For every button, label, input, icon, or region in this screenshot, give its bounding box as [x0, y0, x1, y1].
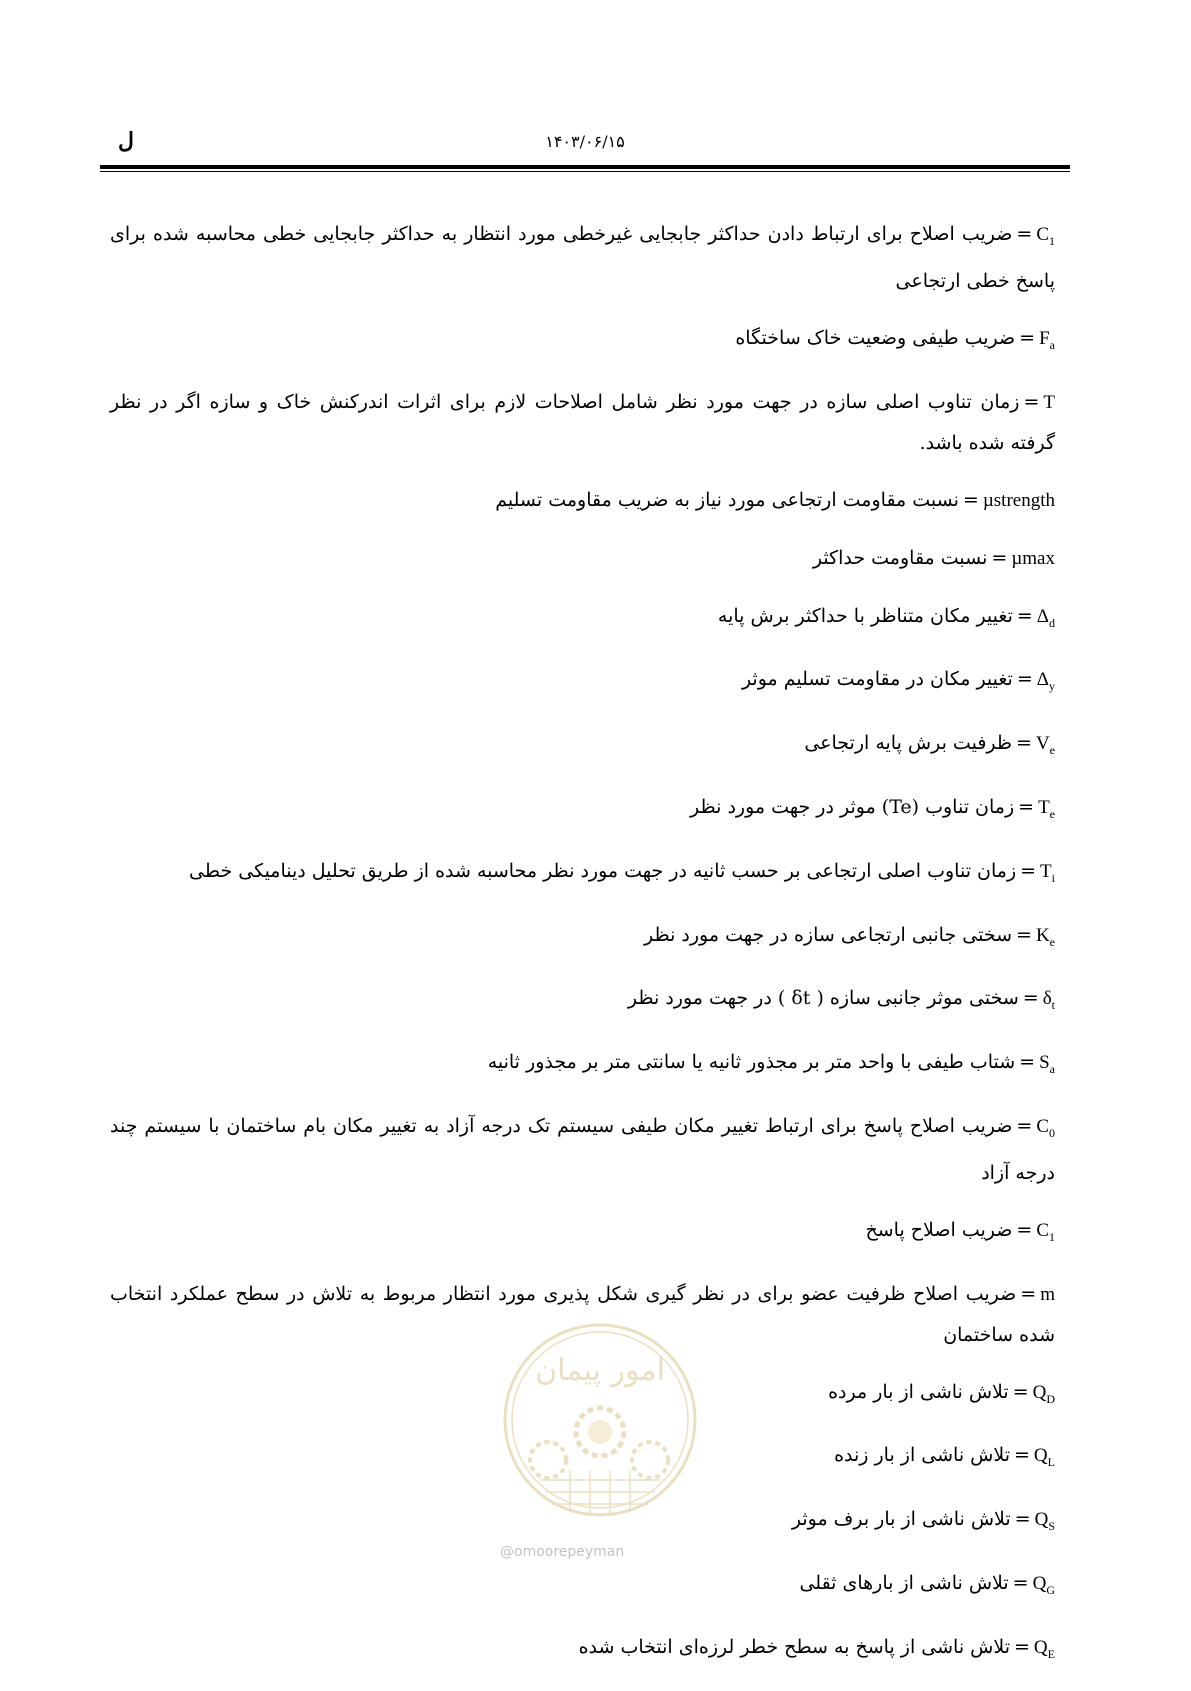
- definition-item: [110, 318, 1055, 365]
- definition-symbol: $T_i$: [1040, 860, 1055, 885]
- equals-sign: =: [962, 488, 979, 511]
- definition-text: ضریب طیفی وضعیت خاک ساختگاه: [735, 326, 1016, 349]
- definition-item: [110, 659, 1055, 706]
- definition-symbol: $S_a$: [1039, 1052, 1055, 1076]
- definition-symbol: $C_1$: [1036, 1219, 1055, 1244]
- definition-item: [110, 1106, 1055, 1193]
- definition-text: نسبت مقاومت حداکثر: [812, 546, 988, 569]
- definition-symbol: $Q_E$: [1033, 1636, 1055, 1661]
- definition-item: [110, 978, 1055, 1025]
- header-rule-thick: [100, 165, 1070, 169]
- definitions-list: [110, 214, 1055, 1691]
- equals-sign: =: [1016, 668, 1033, 691]
- definition-text: ضریب اصلاح برای ارتباط دادن حداکثر جابجایی غیرخطی مورد انتظار به حداکثر جابجایی خطی محاسبه شده برای پاسخ خطی ارتجاعی: [110, 223, 1055, 292]
- definition-symbol: $\Delta_d$: [1036, 605, 1055, 630]
- definition-text: ظرفیت برش پایه ارتجاعی: [804, 732, 1013, 755]
- definition-text: ضریب اصلاح ظرفیت عضو برای در نظر گیری شکل پذیری مورد انتظار مربوط به تلاش در سطح عملکرد انتخاب شده ساختمان: [110, 1282, 1055, 1346]
- definition-text: تلاش ناشی از بارهای ثقلی: [799, 1571, 1009, 1594]
- definition-text: تلاش ناشی از بار مرده: [828, 1380, 1009, 1403]
- definition-symbol: m: [1040, 1283, 1055, 1305]
- definition-symbol: µmax: [1011, 547, 1055, 569]
- definition-text: زمان تناوب اصلی ارتجاعی بر حسب ثانیه در جهت مورد نظر محاسبه شده از طریق تحلیل دینامیکی خطی: [189, 859, 1017, 882]
- equals-sign: =: [991, 546, 1008, 569]
- definition-item: [110, 1435, 1055, 1482]
- equals-sign: =: [1016, 604, 1033, 627]
- definition-symbol: $Q_G$: [1032, 1572, 1055, 1597]
- definition-item: [110, 787, 1055, 834]
- header-letter: ل: [118, 128, 134, 154]
- equals-sign: =: [1016, 1114, 1033, 1137]
- equals-sign: =: [1016, 923, 1032, 946]
- definition-text: تلاش ناشی از پاسخ به سطح خطر لرزه‌ای انتخاب شده: [578, 1635, 1010, 1658]
- definition-item: [110, 1627, 1055, 1674]
- equals-sign: =: [1019, 1051, 1036, 1074]
- equals-sign: =: [1019, 326, 1036, 349]
- equals-sign: =: [1016, 1218, 1033, 1241]
- equals-sign: =: [1014, 1635, 1030, 1658]
- equals-sign: =: [1014, 1444, 1030, 1467]
- header-date: ۱۴۰۳/۰۶/۱۵: [545, 132, 625, 151]
- definition-text: ضریب اصلاح پاسخ برای ارتباط تغییر مکان طیفی سیستم تک درجه آزاد به تغییر مکان بام ساختمان با سیستم چند درجه آزاد: [110, 1114, 1055, 1184]
- watermark-handle: @omoorepeyman: [500, 1544, 625, 1560]
- definition-text: شتاب طیفی با واحد متر بر مجذور ثانیه یا سانتی متر بر مجذور ثانیه: [487, 1051, 1016, 1074]
- equals-sign: =: [1012, 1380, 1029, 1403]
- definition-symbol: $Q_S$: [1034, 1509, 1055, 1533]
- definition-item: [110, 915, 1055, 962]
- definition-symbol: $K_e$: [1035, 924, 1055, 949]
- definition-item: [110, 1042, 1055, 1089]
- definition-symbol: $T_e$: [1038, 796, 1055, 821]
- definition-symbol: $V_e$: [1035, 733, 1055, 757]
- equals-sign: =: [1016, 223, 1033, 245]
- equals-sign: =: [1023, 390, 1040, 413]
- definition-symbol: $C_1$: [1036, 224, 1055, 248]
- definition-item: [110, 1372, 1055, 1419]
- definition-symbol: $F_a$: [1039, 327, 1055, 352]
- watermark-logo-text: امور پیمان: [535, 1353, 665, 1388]
- equals-sign: =: [1014, 1508, 1031, 1531]
- definition-item: [110, 723, 1055, 770]
- equals-sign: =: [1016, 732, 1032, 755]
- page-header: [100, 128, 1070, 162]
- definition-symbol: T: [1043, 391, 1055, 413]
- definition-symbol: $Q_D$: [1032, 1381, 1055, 1406]
- definition-symbol: µstrength: [982, 489, 1055, 511]
- definition-item: [110, 214, 1055, 301]
- definition-item: [110, 382, 1055, 463]
- definition-item: [110, 1499, 1055, 1546]
- equals-sign: =: [1020, 1282, 1037, 1305]
- definition-symbol: $\delta_t$: [1042, 988, 1055, 1013]
- definition-symbol: $C_0$: [1036, 1115, 1055, 1140]
- equals-sign: =: [1020, 859, 1037, 882]
- definition-text: زمان تناوب (Te) موثر در جهت مورد نظر: [690, 795, 1015, 818]
- definition-text: تغییر مکان در مقاومت تسلیم موثر: [741, 668, 1013, 691]
- definition-text: نسبت مقاومت ارتجاعی مورد نیاز به ضریب مقاومت تسلیم: [495, 488, 959, 511]
- definition-text: زمان تناوب اصلی سازه در جهت مورد نظر شامل اصلاحات لازم برای اثرات اندرکنش خاک و سازه اگر در نظر گرفته شده باشد.: [110, 390, 1055, 454]
- definition-item: [110, 480, 1055, 521]
- definition-symbol: $Q_L$: [1033, 1445, 1055, 1470]
- definition-symbol: $\Delta_y$: [1036, 669, 1055, 694]
- definition-text: تلاش ناشی از بار برف موثر: [791, 1508, 1011, 1531]
- definition-text: تلاش ناشی از بار زنده: [834, 1444, 1010, 1467]
- definition-text: ضریب اصلاح پاسخ: [865, 1218, 1013, 1241]
- header-rule-thin: [100, 171, 1070, 172]
- definition-item: [110, 851, 1055, 898]
- definition-item: [110, 1210, 1055, 1257]
- equals-sign: =: [1018, 795, 1035, 818]
- equals-sign: =: [1022, 987, 1039, 1010]
- definition-text: تغییر مکان متناظر با حداکثر برش پایه: [717, 604, 1013, 627]
- definition-item: [110, 1274, 1055, 1355]
- definition-item: [110, 538, 1055, 579]
- definition-text: سختی موثر جانبی سازه ( δt ) در جهت مورد نظر: [627, 987, 1019, 1010]
- definition-item: [110, 596, 1055, 643]
- definition-item: [110, 1563, 1055, 1610]
- equals-sign: =: [1012, 1571, 1029, 1594]
- definition-text: سختی جانبی ارتجاعی سازه در جهت مورد نظر: [644, 923, 1013, 946]
